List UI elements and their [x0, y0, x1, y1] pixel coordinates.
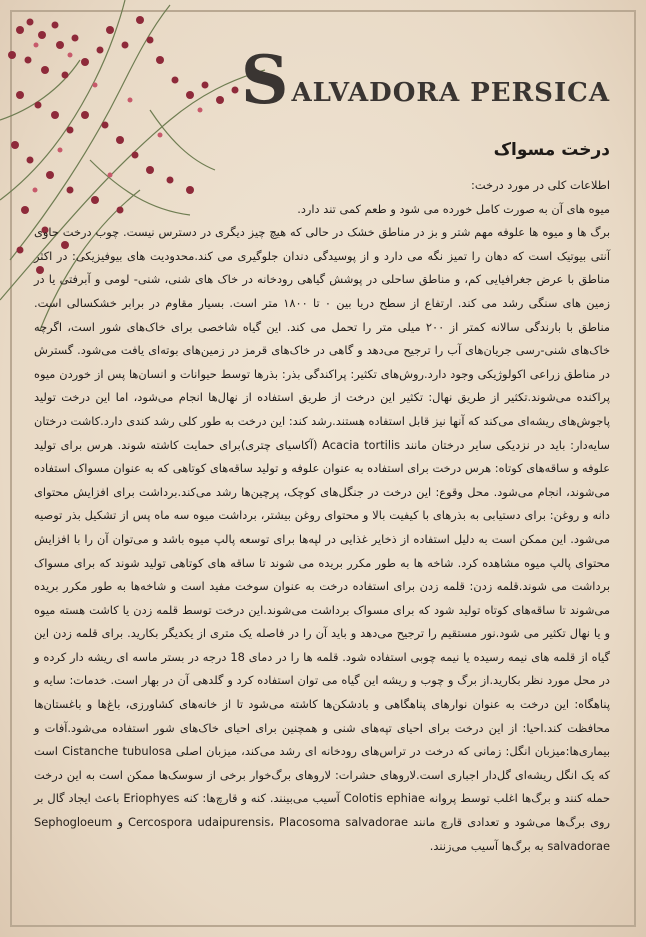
title-rest: ALVADORA PERSICA [291, 78, 610, 108]
body-text [34, 174, 610, 858]
paragraph: میوه های آن به صورت کامل خورده می شود و طعم کمی تند دارد. [297, 201, 610, 216]
paragraph-heading: اطلاعات کلی در مورد درخت: [471, 178, 610, 192]
paragraph: برگ ها و میوه ها علوفه مهم شتر و بز در مناطق خشک در حالی که هیچ چیز دیگری در دسترس نیست. چوب درخت حاوی آنتی بیوتیک است که دهان را تمیز نگه می دارد و از پوسیدگی دندان جلوگیری می کند.محدودیت های بیوفیزیکی: در اکثر مناطق با عرض جغرافیایی کم، و مناطق ساحلی در پوشش گیاهی رودخانه در خاک های شنی، شنی- لومی و آبرفتی یا در زمین های سنگی رشد می کند. ارتفاع از سطح دریا بین ۰ تا ۱۸۰۰ متر است. بسیار مقاوم در برابر خشکسالی است. مناطق با بارندگی سالانه کمتر از ۲۰۰ میلی متر را تحمل می کند. این گیاه شاخصی برای خاک‌های شور است، اگرچه خاک‌های شنی-رسی جریان‌های آب را ترجیح می‌دهد و گاهی در خاک‌های قرمز در زمین‌های بوته‌ای یافت می‌شود. گسترش در مناطق زراعی اکولوژیکی وجود دارد.روش‌های تکثیر: پراکندگی بذر: بذرها توسط حیوانات و انسان‌ها پس از خوردن میوه پراکنده می‌شوند.تکثیر از طریق نهال: تکثیر این درخت از طریق استفاده از نهال‌ها انجام می‌شود، اما این درخت تولید پاجوش‌های ریشه‌ای می‌کند که آنها نیز قابل استفاده هستند.رشد کند: این درخت به طور کلی رشد کندی دارد.کاشت درختان سایه‌دار: باید در نزدیکی سایر درختان مانند Acacia tortilis (آکاسیای چتری)برای حمایت کاشته شوند. هرس برای تولید علوفه و ساقه‌های کوتاه: هرس درخت برای استفاده به عنوان علوفه و تولید ساقه‌های کوتاهی که به عنوان مسواک استفاده می‌شوند، انجام می‌شود. محل وقوع: این درخت در جنگل‌های کوچک، پرچین‌ها رشد می‌کند.برداشت برای افزایش محتوای دانه و روغن: برای دستیابی به بذرهای با کیفیت بالا و محتوای روغن بیشتر، برداشت میوه سه ماه پس از تشکیل بذر توصیه می‌شود. این ممکن است به دلیل استفاده از ذخایر غذایی در لپه‌ها برای توسعه پالپ میوه باشد و می‌توان آن را با افزایش محتوای پالپ میوه مشاهده کرد. شاخه ها به طور مکرر بریده می شوند تا ساقه های کوتاهی تولید شوند که برای مسواک برداشت می شوند.قلمه زدن: قلمه زدن برای استفاده درخت به عنوان سوخت مفید است و شاخه‌ها به طور مکرر بریده می‌شوند تا ساقه‌های کوتاه تولید شود که برای مسواک برداشت می‌شوند.این درخت توسط قلمه زدن یا کاشت هسته میوه و یا نهال تکثیر می شود.نور مستقیم را ترجیح می‌دهد و باید آن را در فاصله یک متری از یکدیگر بکارید. برای قلمه زدن این گیاه از قلمه های نیمه رسیده یا نیمه چوبی استفاده شود. قلمه ها را در دمای 18 درجه در بستر ماسه ای ریشه دار کرده و در محل مورد نظر بکارید.از برگ و چوب و ریشه این گیاه می توان استفاده کرد و گلدهی آن در بهار است. خدمات: سایه و پناهگاه: این درخت به عنوان نوارهای پناهگاهی و بادشکن‌ها کاشته می‌شود تا از خانه‌های کشاورزی، باغ‌ها و باغستان‌ها محافظت کند.احیا: از این درخت برای احیای تپه‌های شنی و همچنین برای احیای خاک‌های شور استفاده می‌شود.آفات و بیماری‌ها:میزبان انگل: زمانی که درخت در تراس‌های رودخانه ای رشد می‌کند، میزبان اصلی Cistanche tubulosa است که یک انگل ریشه‌ای گل‌دار اجباری است.لاروهای حشرات: لاروهای برگ‌خوار برخی از سوسک‌ها ممکن است به این درخت حمله کنند و برگ‌ها اغلب توسط پروانه Colotis ephiae آسیب می‌بینند. کنه و قارچ‌ها: کنه Eriophyes باعث ایجاد گال بر روی برگ‌ها می‌شود و تعدادی قارچ مانند Cercospora udaipurensis، Placosoma salvadorae و Sephogloeum salvadorae به برگ‌ها آسیب می‌زنند. [34, 225, 611, 853]
title-initial: S [240, 41, 290, 119]
page-title [240, 41, 610, 119]
subtitle: درخت مسواک [493, 140, 610, 160]
